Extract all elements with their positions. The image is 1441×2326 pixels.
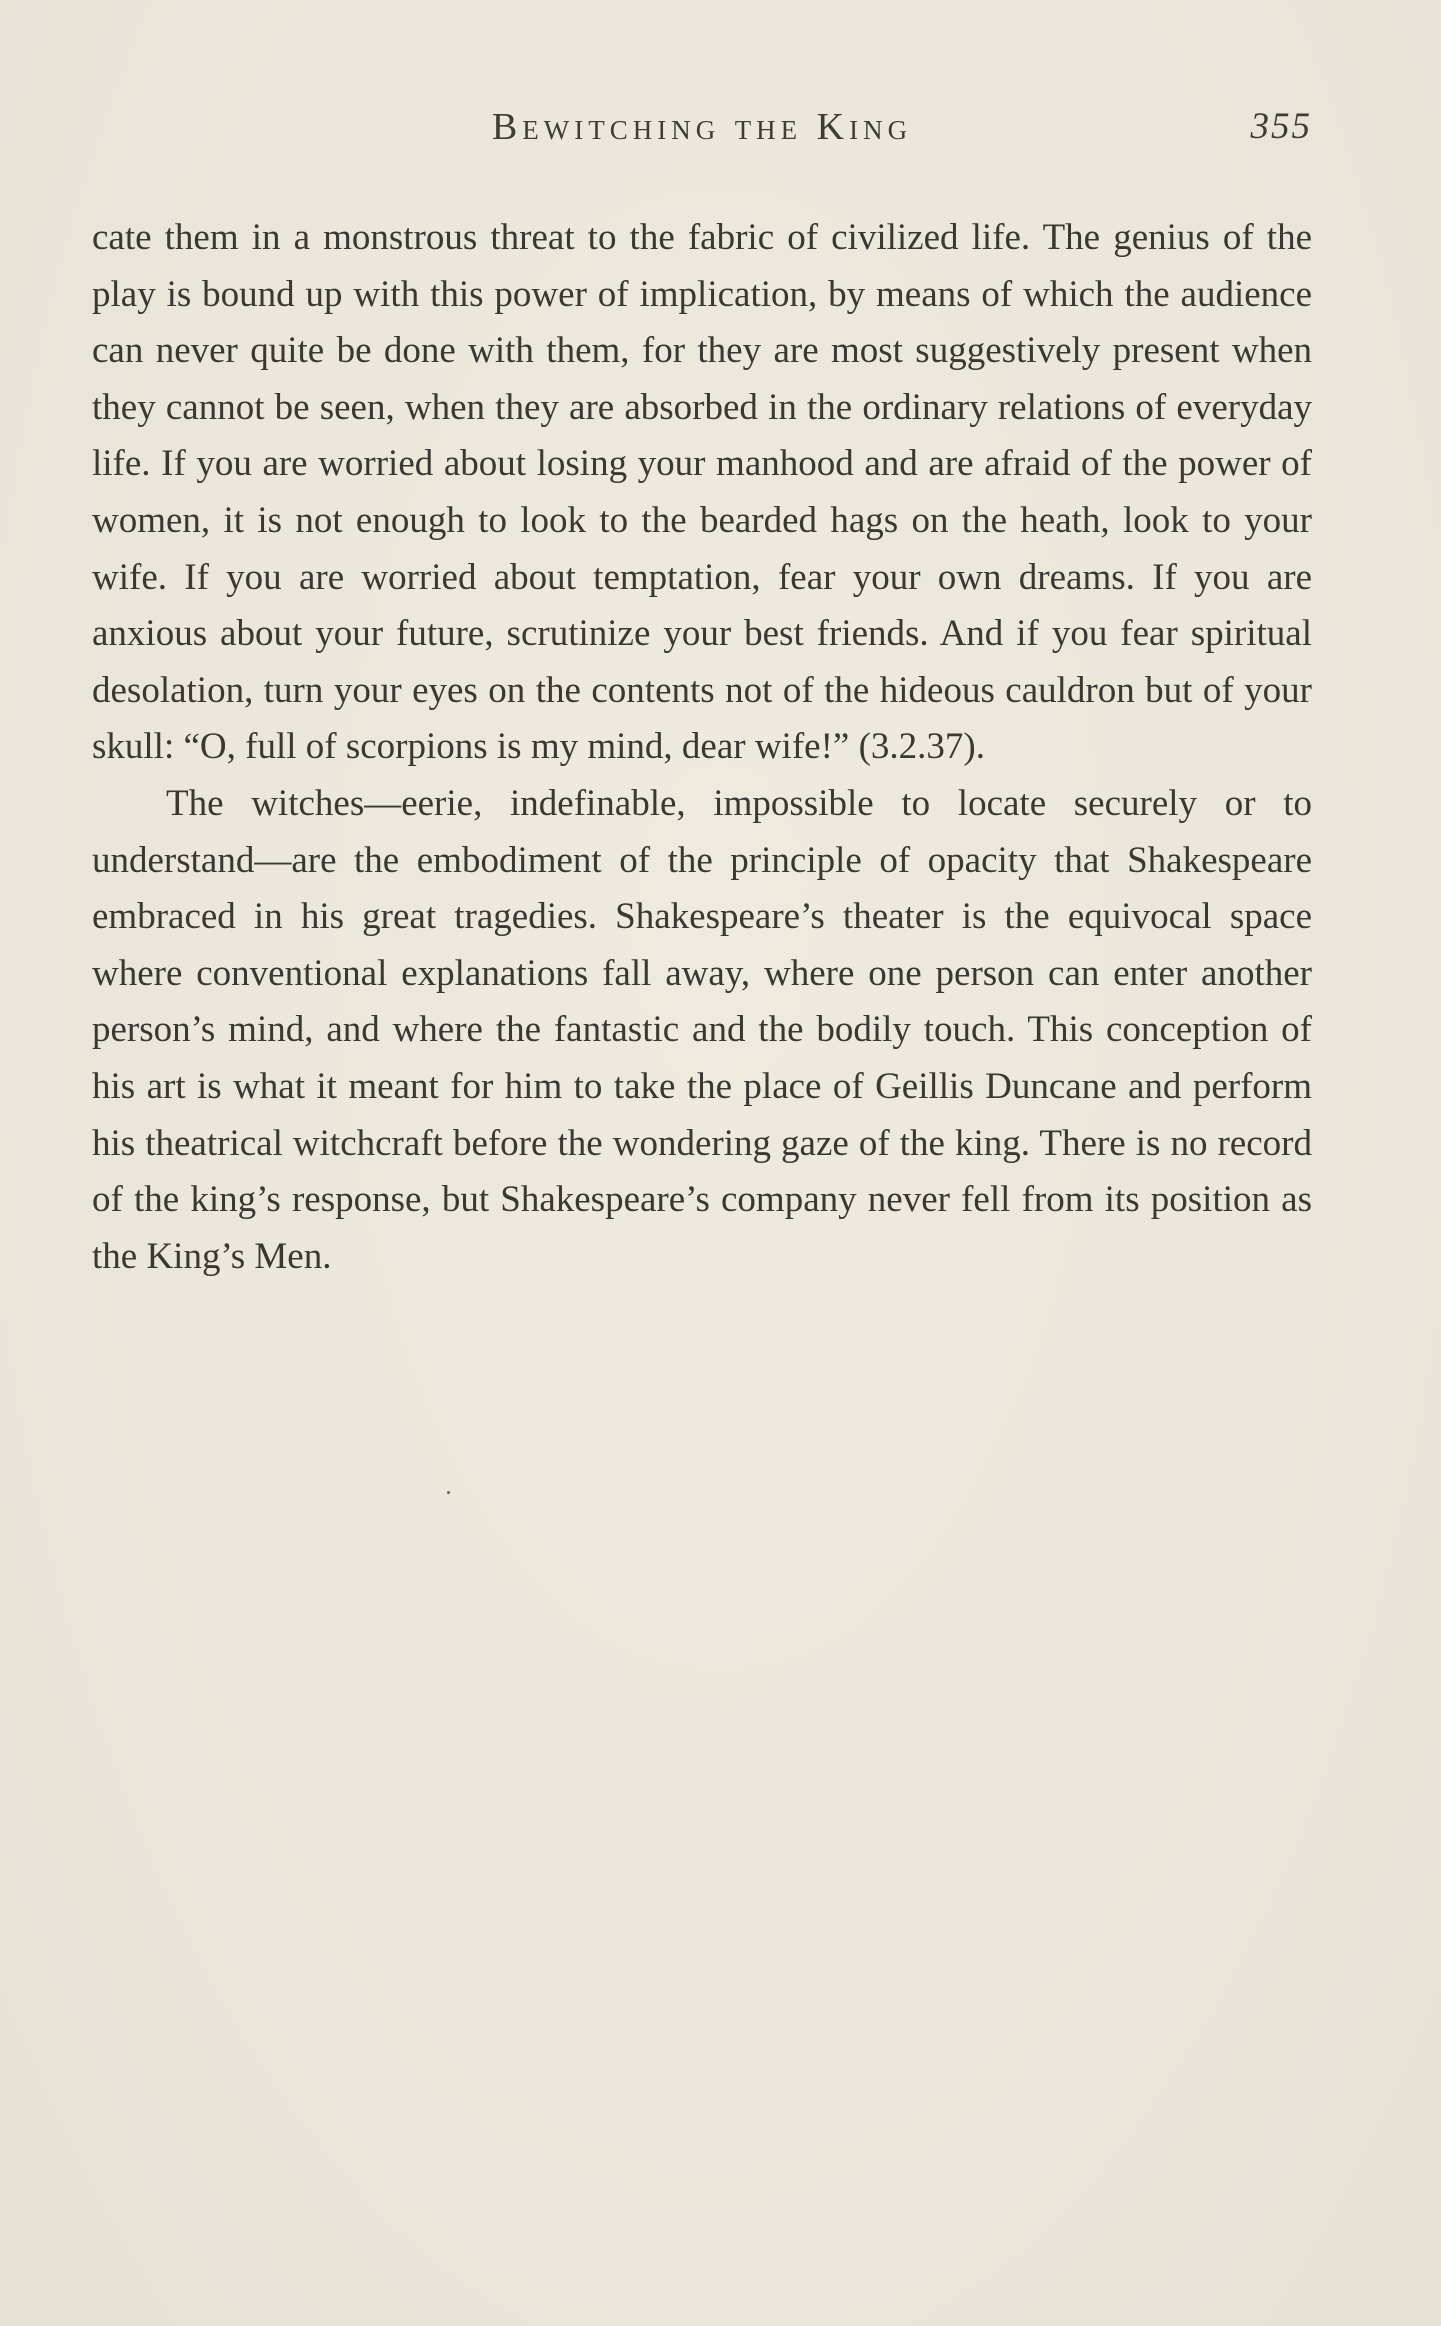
paragraph: The witches—eerie, indefinable, impossible to locate securely or to understand—are the embodiment of the principle of opacity that Shakespeare embraced in his great tragedies. Shakespeare’s theater is the equivocal space where conventional explanations fall away, where one person can enter another person’s mind, and where the fantastic and the bodily touch. This conception of his art is what it meant for him to take the place of Geillis Duncane and perform his theatrical witchcraft before the wondering gaze of the king. There is no record of the king’s response, but Shakespeare’s company never fell from its position as the King’s Men. — [92, 782, 1312, 1277]
paragraph-continued: cate them in a monstrous threat to the fabric of civilized life. The genius of the play is bound up with this power of implication, by means of which the audience can never quite be done with them, for they are most suggestively present when they cannot be seen, when they are absorbed in the ordinary relations of everyday life. If you are worried about losing your manhood and are afraid of the power of women, it is not enough to look to the bearded hags on the heath, look to your wife. If you are worried about temptation, fear your own dreams. If you are anxious about your future, scrutinize your best friends. And if you fear spiritual desolation, turn your eyes on the contents not of the hideous cauldron but of your skull: “O, full of scorpions is my mind, dear wife!” (3.2.37). — [92, 217, 1312, 768]
page-number: 355 — [1250, 106, 1312, 147]
running-title: Bewitching the King — [491, 106, 913, 148]
running-head — [92, 105, 1312, 155]
body-text — [92, 210, 1312, 1285]
paper-speck — [447, 1491, 450, 1494]
